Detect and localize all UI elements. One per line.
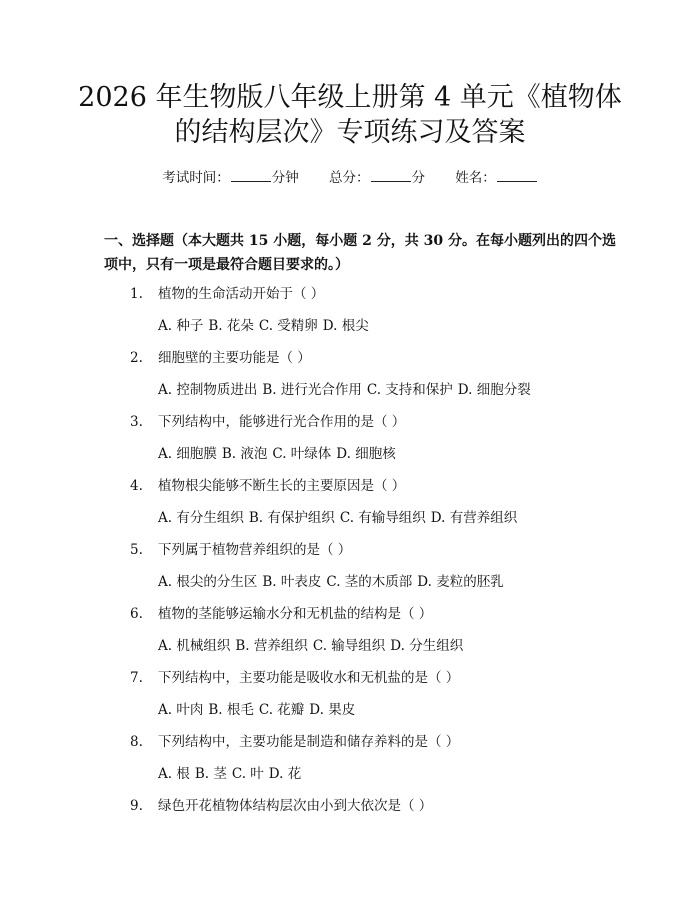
- exam-time-unit: 分钟: [271, 170, 299, 186]
- question-number: 7.: [130, 670, 143, 686]
- answer-option: C. 叶绿体: [272, 446, 332, 462]
- question-stem: [130, 410, 405, 430]
- answer-option: C. 茎的木质部: [326, 574, 413, 590]
- answer-option: A. 机械组织: [158, 638, 231, 654]
- question-item: [0, 277, 700, 341]
- answer-option: B. 根毛: [208, 702, 254, 718]
- question-options: [158, 378, 536, 398]
- question-number: 2.: [130, 350, 143, 366]
- question-options: [158, 442, 401, 462]
- answer-option: A. 根: [158, 766, 190, 782]
- answer-option: D. 果皮: [309, 702, 356, 718]
- student-name-blank: [497, 170, 537, 182]
- total-score-blank: [371, 170, 411, 182]
- answer-option: B. 有保护组织: [248, 510, 335, 526]
- question-number: 6.: [130, 606, 143, 622]
- answer-option: D. 细胞核: [336, 446, 396, 462]
- question-item: [0, 789, 700, 853]
- question-number: 8.: [130, 734, 143, 750]
- answer-option: B. 营养组织: [235, 638, 308, 654]
- question-stem: [130, 538, 351, 558]
- total-score-label: 总分：: [329, 170, 370, 186]
- answer-option: C. 花瓣: [258, 702, 305, 718]
- question-number: 9.: [130, 798, 143, 814]
- question-options: [158, 698, 360, 718]
- question-stem: [130, 794, 432, 814]
- exam-time-field: [162, 170, 303, 186]
- total-score-field: [329, 170, 429, 186]
- answer-option: D. 花: [268, 766, 302, 782]
- answer-option: A. 根尖的分生区: [158, 574, 258, 590]
- exam-time-label: 考试时间：: [162, 170, 230, 186]
- answer-option: B. 花朵: [208, 318, 254, 334]
- question-options: [158, 506, 522, 526]
- question-stem: [130, 282, 324, 302]
- answer-option: C. 叶: [231, 766, 264, 782]
- question-options: [158, 634, 468, 654]
- question-stem: [130, 346, 311, 366]
- answer-option: D. 细胞分裂: [457, 382, 531, 398]
- student-name-label: 姓名：: [455, 170, 496, 186]
- answer-option: C. 输导组织: [312, 638, 386, 654]
- question-stem: [130, 666, 459, 686]
- exam-info-bar: [0, 166, 700, 186]
- question-text: 下列结构中，主要功能是制造和储存养料的是（ ）: [158, 734, 460, 750]
- answer-option: B. 茎: [194, 766, 227, 782]
- answer-option: A. 种子: [158, 318, 204, 334]
- answer-option: A. 有分生组织: [158, 510, 244, 526]
- total-score-unit: 分: [411, 170, 425, 186]
- answer-option: B. 叶表皮: [262, 574, 322, 590]
- question-text: 植物根尖能够不断生长的主要原因是（ ）: [158, 478, 406, 494]
- answer-option: D. 根尖: [322, 318, 369, 334]
- question-stem: [130, 730, 459, 750]
- answer-option: C. 受精卵: [258, 318, 318, 334]
- title-line-1: 2026 年生物版八年级上册第 4 单元《植物体: [78, 82, 622, 113]
- question-item: [0, 725, 700, 789]
- question-text: 下列结构中，能够进行光合作用的是（ ）: [158, 414, 406, 430]
- question-text: 植物的生命活动开始于（ ）: [158, 286, 325, 302]
- title-line-2: 的结构层次》专项练习及答案: [174, 117, 526, 148]
- question-options: [158, 762, 306, 782]
- question-list: [0, 277, 700, 853]
- answer-option: B. 液泡: [221, 446, 268, 462]
- question-item: [0, 469, 700, 533]
- question-item: [0, 341, 700, 405]
- question-options: [158, 570, 509, 590]
- answer-option: D. 有营养组织: [430, 510, 518, 526]
- exam-time-blank: [231, 170, 271, 182]
- question-number: 1.: [130, 286, 143, 302]
- question-text: 植物的茎能够运输水分和无机盐的结构是（ ）: [158, 606, 433, 622]
- answer-option: D. 麦粒的胚乳: [417, 574, 504, 590]
- question-text: 下列属于植物营养组织的是（ ）: [158, 542, 352, 558]
- question-number: 3.: [130, 414, 143, 430]
- question-stem: [130, 602, 432, 622]
- question-item: [0, 533, 700, 597]
- question-number: 4.: [130, 478, 143, 494]
- question-item: [0, 661, 700, 725]
- question-number: 5.: [130, 542, 143, 558]
- question-stem: [130, 474, 405, 494]
- answer-option: A. 细胞膜: [158, 446, 217, 462]
- answer-option: C. 有输导组织: [339, 510, 426, 526]
- question-text: 绿色开花植物体结构层次由小到大依次是（ ）: [158, 798, 433, 814]
- answer-option: D. 分生组织: [390, 638, 464, 654]
- answer-option: C. 支持和保护: [366, 382, 453, 398]
- answer-option: A. 叶肉: [158, 702, 204, 718]
- document-title: [70, 80, 630, 150]
- question-item: [0, 597, 700, 661]
- question-item: [0, 405, 700, 469]
- question-text: 细胞壁的主要功能是（ ）: [158, 350, 311, 366]
- answer-option: A. 控制物质进出: [158, 382, 258, 398]
- answer-option: B. 进行光合作用: [262, 382, 362, 398]
- section-1-heading: 一、选择题（本大题共 15 小题，每小题 2 分，共 30 分。在每小题列出的四个选项中，只有一项是最符合题目要求的。）: [104, 233, 616, 273]
- student-name-field: [455, 170, 538, 186]
- question-options: [158, 314, 374, 334]
- question-text: 下列结构中，主要功能是吸收水和无机盐的是（ ）: [158, 670, 460, 686]
